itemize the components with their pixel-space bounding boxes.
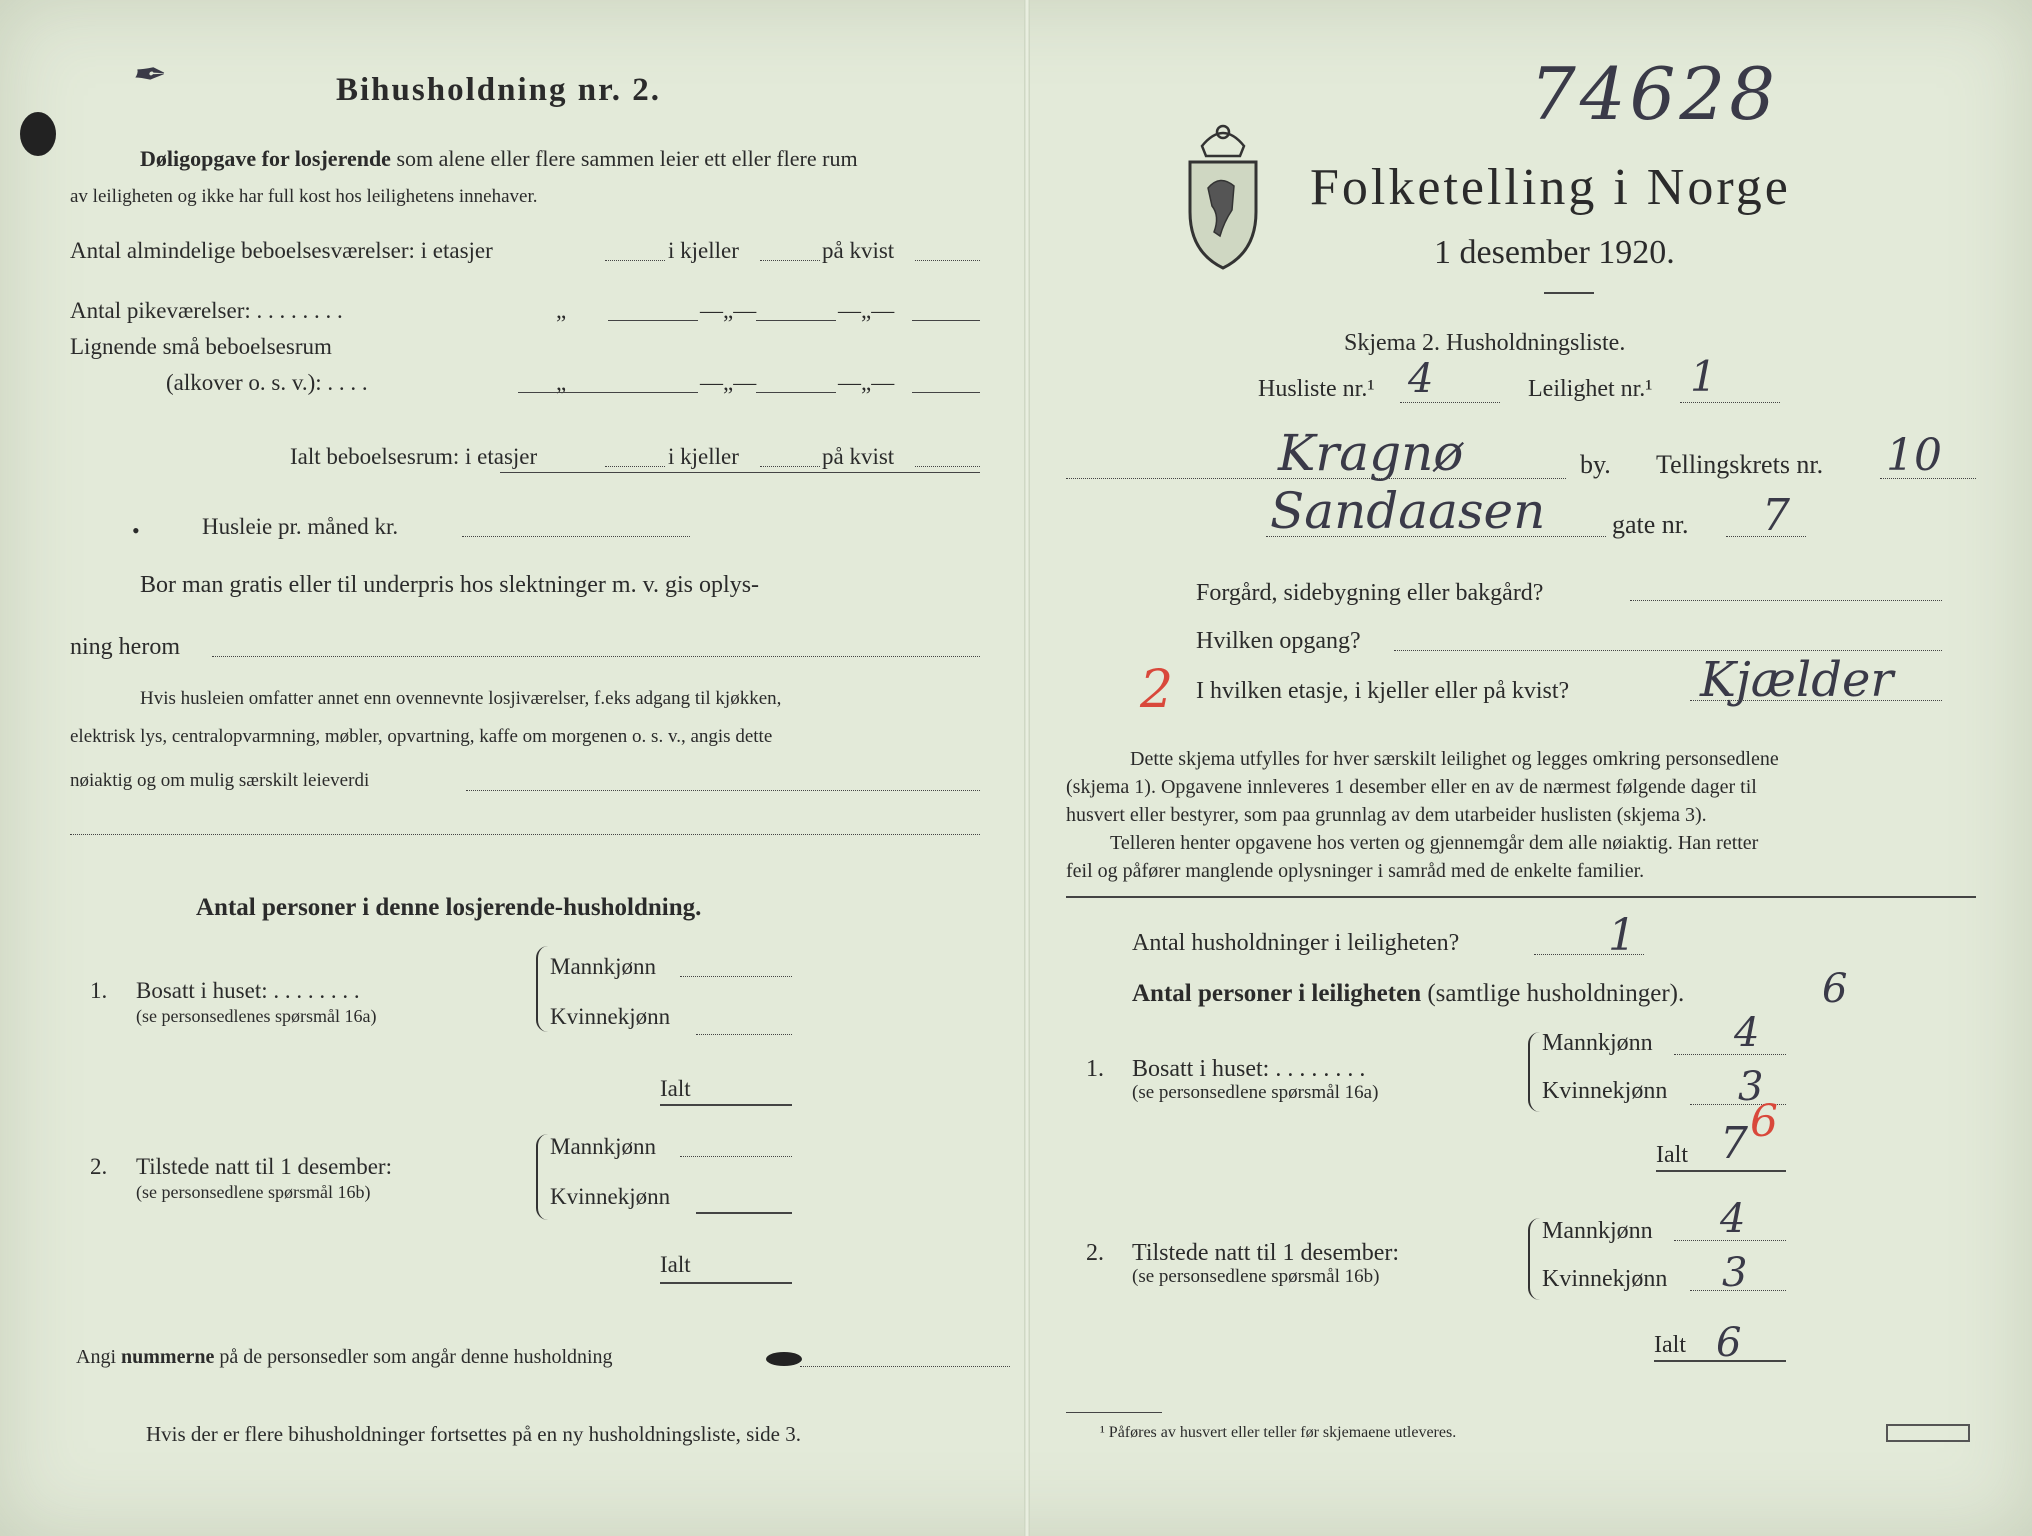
right-q2-note: (se personsedlene spørsmål 16b)	[1132, 1266, 1380, 1287]
right-q1-label: Bosatt i huset: . . . . . . . .	[1132, 1056, 1366, 1082]
right-q1-female-value: 3	[1738, 1064, 1764, 1110]
right-q2-female-value: 3	[1722, 1250, 1748, 1296]
bullet-dot: •	[132, 518, 140, 543]
persons-label: Antal personer i leiligheten (samtlige husholdninger).	[1132, 980, 1685, 1007]
instructions-3: husvert eller bestyrer, som paa grunnlag av dem utarbeider huslisten (skjema 3).	[1066, 804, 1707, 826]
right-q2-female-label: Kvinnekjønn	[1542, 1266, 1668, 1292]
rent-line	[462, 536, 690, 537]
rent-note-line	[466, 790, 980, 791]
free-line	[212, 656, 980, 657]
maid-floors-line	[608, 320, 698, 321]
small-rooms-label-2: (alkover o. s. v.): . . . .	[166, 370, 368, 395]
street-line	[1266, 536, 1606, 537]
page-fold	[1024, 0, 1030, 1536]
small-dash-1: —„—	[700, 370, 757, 395]
building-line	[1630, 600, 1942, 601]
right-date: 1 desember 1920.	[1434, 234, 1675, 271]
total-floors-line	[605, 466, 665, 467]
floor-value: Kjælder	[1700, 652, 1894, 708]
ink-smudge	[766, 1352, 802, 1366]
instructions-5: feil og påfører manglende oplysninger i samråd med de enkelte familier.	[1066, 860, 1645, 882]
total-rooms-label: Ialt beboelsesrum: i etasjer	[290, 444, 538, 469]
left-q1-label: Bosatt i huset: . . . . . . . .	[136, 978, 360, 1003]
rooms-label: Antal almindelige beboelsesværelser: i etasjer	[70, 238, 493, 263]
left-intro-line-1: Døligopgave for losjerende som alene eller flere sammen leier ett eller flere rum	[140, 146, 858, 171]
left-q1-male-line	[680, 976, 792, 977]
coat-of-arms-icon	[1180, 112, 1266, 272]
archive-number: 74628	[1530, 52, 1780, 136]
small-dash-2: —„—	[838, 370, 895, 395]
right-q1-brace	[1528, 1032, 1540, 1112]
total-attic-line	[915, 466, 980, 467]
husliste-label: Husliste nr.¹	[1258, 376, 1375, 402]
rent-note-3: nøiaktig og om mulig særskilt leieverdi	[70, 770, 370, 791]
left-q2-female-line	[696, 1212, 792, 1214]
small-attic-line	[912, 392, 980, 393]
left-q1-note: (se personsedlenes spørsmål 16a)	[136, 1006, 377, 1026]
households-value: 1	[1608, 910, 1636, 961]
left-q2-note: (se personsedlene spørsmål 16b)	[136, 1182, 371, 1202]
free-text-2: ning herom	[70, 634, 180, 660]
left-intro-line-2: av leiligheten og ikke har full kost hos leilighetens innehaver.	[70, 186, 538, 207]
floor-red-mark: 2	[1140, 660, 1174, 720]
small-quote: „	[556, 370, 567, 395]
title-rule	[1544, 292, 1594, 294]
leilighet-line	[1680, 402, 1780, 403]
right-q1-total-label: Ialt	[1656, 1142, 1688, 1168]
ink-blot	[20, 112, 56, 156]
right-q1-note: (se personsedlene spørsmål 16a)	[1132, 1082, 1379, 1103]
small-rooms-label-1: Lignende små beboelsesrum	[70, 334, 332, 359]
total-rooms-underline	[500, 472, 980, 473]
district-line	[1880, 478, 1976, 479]
left-q2-total-line	[660, 1282, 792, 1284]
left-q2-brace	[536, 1134, 548, 1220]
total-cellar-label: i kjeller	[668, 444, 739, 469]
numbers-line	[800, 1366, 1010, 1367]
left-q2-total-label: Ialt	[660, 1252, 691, 1277]
street-number: 7	[1762, 490, 1790, 541]
left-q2-label: Tilstede natt til 1 desember:	[136, 1154, 392, 1179]
households-line	[1534, 954, 1644, 955]
right-title: Folketelling i Norge	[1310, 159, 1791, 216]
left-q1-number: 1.	[90, 978, 108, 1003]
street-value: Sandaasen	[1270, 482, 1546, 540]
city-label: by.	[1580, 450, 1611, 479]
left-q1-male-label: Mannkjønn	[550, 954, 657, 979]
right-q1-red-correction: 6	[1750, 1096, 1778, 1147]
right-q1-male-label: Mannkjønn	[1542, 1030, 1653, 1056]
total-attic-label: på kvist	[822, 444, 895, 469]
right-q1-total-value: 7	[1720, 1118, 1748, 1169]
right-q1-total-line	[1656, 1170, 1786, 1172]
left-q1-female-label: Kvinnekjønn	[550, 1004, 671, 1029]
households-label: Antal husholdninger i leiligheten?	[1132, 930, 1460, 956]
instructions-rule	[1066, 896, 1976, 898]
district-value: 10	[1886, 430, 1942, 481]
left-q1-total-label: Ialt	[660, 1076, 691, 1101]
maid-attic-line	[912, 320, 980, 321]
right-q2-female-line	[1690, 1290, 1786, 1291]
right-q2-male-label: Mannkjønn	[1542, 1218, 1653, 1244]
leilighet-label: Leilighet nr.¹	[1528, 376, 1653, 402]
rooms-floors-line	[605, 260, 665, 261]
rooms-cellar-label: i kjeller	[668, 238, 739, 263]
continue-note: Hvis der er flere bihusholdninger fortsettes på en ny husholdningsliste, side 3.	[146, 1422, 801, 1446]
right-q2-total-line	[1654, 1360, 1786, 1362]
maid-dash-2: —„—	[838, 298, 895, 323]
maid-quote: „	[556, 298, 567, 323]
right-q2-label: Tilstede natt til 1 desember:	[1132, 1240, 1400, 1266]
right-q1-male-line	[1674, 1054, 1786, 1055]
right-q2-number: 2.	[1086, 1240, 1104, 1266]
ink-mark: ✒	[130, 52, 164, 98]
persons-value: 6	[1822, 966, 1848, 1012]
maid-rooms-label: Antal pikeværelser: . . . . . . . .	[70, 298, 343, 323]
rooms-attic-label: på kvist	[822, 238, 895, 263]
right-q1-number: 1.	[1086, 1056, 1104, 1082]
husliste-line	[1400, 402, 1500, 403]
free-text-1: Bor man gratis eller til underpris hos slektninger m. v. gis oplys-	[140, 572, 760, 598]
maid-dash-1: —„—	[700, 298, 757, 323]
instructions-2: (skjema 1). Opgavene innleveres 1 desember eller en av de nærmest følgende dager til	[1066, 776, 1757, 798]
building-question: Forgård, sidebygning eller bakgård?	[1196, 580, 1544, 606]
city-value: Kragnø	[1278, 424, 1464, 482]
numbers-note: Angi nummerne på de personsedler som angår denne husholdning	[76, 1346, 613, 1368]
street-number-line	[1726, 536, 1806, 537]
left-persons-heading: Antal personer i denne losjerende-husholdning.	[196, 894, 702, 921]
street-label: gate nr.	[1612, 510, 1689, 539]
printer-stamp	[1886, 1424, 1970, 1442]
small-floors-line	[518, 392, 698, 393]
left-q2-male-line	[680, 1156, 792, 1157]
floor-question: I hvilken etasje, i kjeller eller på kvist?	[1196, 678, 1570, 704]
right-q2-male-value: 4	[1720, 1196, 1746, 1242]
rent-note-2: elektrisk lys, centralopvarmning, møbler, opvartning, kaffe om morgenen o. s. v., angis dette	[70, 726, 773, 747]
left-q1-female-line	[696, 1034, 792, 1035]
rent-label: Husleie pr. måned kr.	[202, 514, 399, 539]
total-cellar-line	[760, 466, 820, 467]
footnote: ¹ Påføres av husvert eller teller før skjemaene utleveres.	[1100, 1424, 1457, 1441]
right-q2-brace	[1528, 1218, 1540, 1300]
right-q2-total-label: Ialt	[1654, 1332, 1686, 1358]
right-q2-total-value: 6	[1716, 1320, 1742, 1366]
instructions-1: Dette skjema utfylles for hver særskilt leilighet og legges omkring personsedlene	[1130, 748, 1779, 770]
rooms-attic-line	[915, 260, 980, 261]
small-cellar-line	[756, 392, 836, 393]
left-q2-number: 2.	[90, 1154, 108, 1179]
left-q1-brace	[536, 946, 548, 1032]
instructions-4: Telleren henter opgavene hos verten og gjennemgår dem alle nøiaktig. Han retter	[1110, 832, 1759, 854]
left-q1-total-line	[660, 1104, 792, 1106]
footnote-rule	[1066, 1412, 1162, 1413]
left-q2-male-label: Mannkjønn	[550, 1134, 657, 1159]
right-q2-male-line	[1674, 1240, 1786, 1241]
rent-note-line-2	[70, 834, 980, 835]
maid-cellar-line	[756, 320, 836, 321]
floor-line	[1690, 700, 1942, 701]
entrance-question: Hvilken opgang?	[1196, 628, 1361, 654]
leilighet-value: 1	[1690, 352, 1717, 401]
district-label: Tellingskrets nr.	[1656, 450, 1824, 479]
right-q1-male-value: 4	[1734, 1010, 1760, 1056]
schema-label: Skjema 2. Husholdningsliste.	[1344, 330, 1626, 356]
left-page-title: Bihusholdning nr. 2.	[336, 72, 661, 108]
entrance-line	[1394, 650, 1942, 651]
husliste-value: 4	[1408, 356, 1434, 402]
right-q1-female-label: Kvinnekjønn	[1542, 1078, 1668, 1104]
rent-note-1: Hvis husleien omfatter annet enn ovennevnte losjiværelser, f.eks adgang til kjøkken,	[140, 688, 782, 709]
city-line	[1066, 478, 1566, 479]
rooms-cellar-line	[760, 260, 820, 261]
left-q2-female-label: Kvinnekjønn	[550, 1184, 671, 1209]
